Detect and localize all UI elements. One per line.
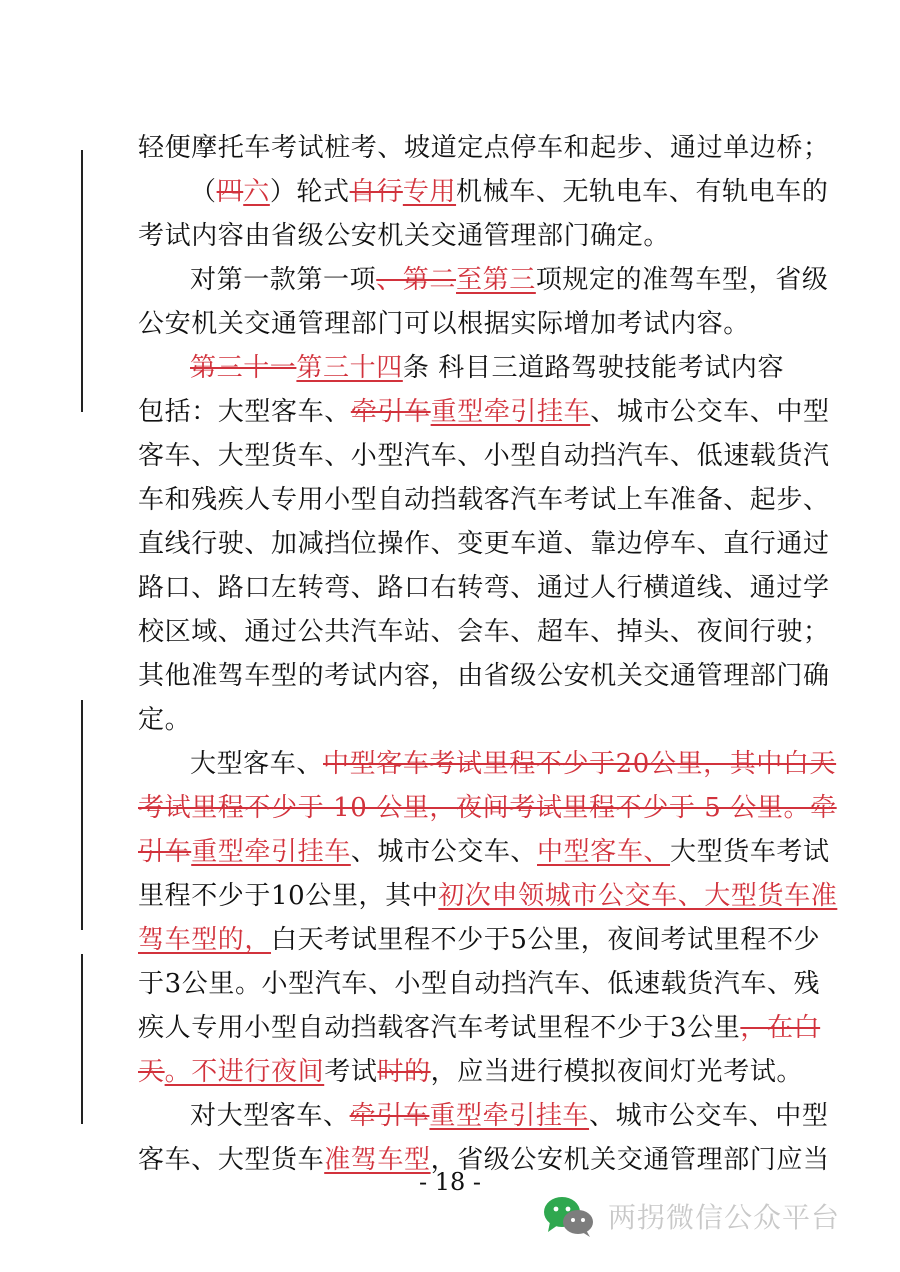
text-line <box>138 170 829 214</box>
text-line <box>138 874 838 918</box>
text-segment: 考试 <box>324 1057 378 1087</box>
deleted-text: 第三十一 <box>190 353 297 383</box>
text-segment: ，省级公安机关交通管理部门应当 <box>430 1145 830 1175</box>
inserted-text: 中型客车、 <box>537 837 671 867</box>
text-segment: 疾人专用小型自动挡载客汽车考试里程不少于3公里 <box>138 1013 741 1043</box>
deleted-text: 牵引车 <box>350 397 431 427</box>
inserted-text: 重型牵引挂车 <box>191 837 351 867</box>
text-segment: 包括：大型客车、 <box>138 397 351 427</box>
inserted-text: 六 <box>243 177 270 207</box>
deleted-text: 自行 <box>349 177 403 207</box>
deleted-text: 中型客车考试里程不少于20公里，其中白天 <box>323 749 837 779</box>
text-segment: 于3公里。小型汽车、小型自动挡汽车、低速载货汽车、残 <box>138 969 821 999</box>
text-segment: 路口、路口左转弯、路口右转弯、通过人行横道线、通过学 <box>138 573 830 603</box>
inserted-text: 至第三 <box>456 265 536 295</box>
text-segment: 大型客车、 <box>190 749 324 779</box>
text-line <box>138 566 830 610</box>
deleted-text: 天 <box>138 1057 165 1087</box>
text-line <box>138 522 830 566</box>
text-segment: 项规定的准驾车型，省级 <box>535 265 829 295</box>
page-number: - 18 - <box>418 1168 481 1196</box>
text-segment: 大型货车考试 <box>670 837 830 867</box>
text-segment: 客车、大型货车、小型汽车、小型自动挡汽车、低速载货汽 <box>138 441 830 471</box>
change-bar <box>81 700 83 930</box>
text-segment: 白天考试里程不少于5公里，夜间考试里程不少 <box>271 925 821 955</box>
text-line <box>138 126 830 170</box>
text-line <box>138 214 768 258</box>
text-line <box>138 962 821 1006</box>
text-segment: 、城市公交车、中型 <box>590 397 830 427</box>
inserted-text: 初次申领城市公交车、大型货车准 <box>438 881 838 911</box>
watermark-text: 两拐微信公众平台 <box>608 1201 841 1234</box>
deleted-text: 时的 <box>377 1057 431 1087</box>
inserted-text: 驾车型的， <box>138 925 272 955</box>
watermark <box>540 1194 840 1238</box>
text-segment: 对第一款第一项 <box>190 265 377 295</box>
text-segment: 、城市公交车、中型 <box>589 1101 829 1131</box>
deleted-text: 四 <box>216 177 244 207</box>
deleted-text: 牵引车 <box>349 1101 430 1131</box>
change-bar <box>81 324 83 412</box>
change-bar <box>81 236 83 324</box>
text-segment: （ <box>190 177 217 207</box>
change-bar <box>81 954 83 1124</box>
text-line <box>138 478 830 522</box>
text-segment: 客车、大型货车 <box>138 1145 325 1175</box>
text-line <box>138 610 830 654</box>
text-segment: 机械车、无轨电车、有轨电车的 <box>456 177 829 207</box>
text-line <box>138 918 821 962</box>
inserted-text: 准驾车型 <box>324 1145 431 1175</box>
text-line <box>138 1050 804 1094</box>
text-segment: 考试内容由省级公安机关交通管理部门确定。 <box>138 221 671 251</box>
text-segment: 校区域、通过公共汽车站、会车、超车、掉头、夜间行驶； <box>138 617 830 647</box>
text-line <box>138 346 785 390</box>
inserted-text: 重型牵引挂车 <box>429 1101 590 1131</box>
change-bar <box>81 150 83 238</box>
text-segment: 条 <box>402 353 439 383</box>
inserted-text: 。不进行夜间 <box>164 1057 325 1087</box>
document-body <box>138 126 838 1182</box>
text-segment: 对大型客车、 <box>190 1101 350 1131</box>
text-segment: 车和残疾人专用小型自动挡载客汽车考试上车准备、起步、 <box>138 485 830 515</box>
text-line <box>138 698 768 742</box>
text-line <box>138 742 837 786</box>
text-segment: 定。 <box>138 705 192 735</box>
text-segment: 其他准驾车型的考试内容，由省级公安机关交通管理部门确 <box>138 661 830 691</box>
text-line <box>138 786 837 830</box>
text-line <box>138 654 830 698</box>
text-line <box>138 1006 821 1050</box>
text-line <box>138 390 830 434</box>
deleted-text: 考试里程不少于 10 公里，夜间考试里程不少于 5 公里。牵 <box>138 793 837 823</box>
text-line <box>138 1094 829 1138</box>
text-line <box>138 830 830 874</box>
text-segment: ，应当进行模拟夜间灯光考试。 <box>430 1057 804 1087</box>
text-segment: ）轮式 <box>269 177 350 207</box>
text-segment: 直线行驶、加减挡位操作、变更车道、靠边停车、直行通过 <box>138 529 830 559</box>
deleted-text: 引车 <box>138 837 192 867</box>
inserted-text: 专用 <box>402 177 457 207</box>
text-segment: 科目三道路驾驶技能考试内容 <box>438 353 785 383</box>
inserted-text: 第三十四 <box>296 353 403 383</box>
deleted-text: 、第二 <box>376 265 457 295</box>
text-line <box>138 302 768 346</box>
wechat-logo-icon <box>540 1194 598 1238</box>
text-segment: 里程不少于10公里，其中 <box>138 881 439 911</box>
inserted-text: 重型牵引挂车 <box>430 397 591 427</box>
deleted-text: ，在白 <box>740 1013 821 1043</box>
text-segment: 、城市公交车、 <box>350 837 538 867</box>
text-line <box>138 434 830 478</box>
text-line <box>138 258 829 302</box>
text-segment: 轻便摩托车考试桩考、坡道定点停车和起步、通过单边桥； <box>138 133 830 163</box>
text-segment: 公安机关交通管理部门可以根据实际增加考试内容。 <box>138 309 750 339</box>
